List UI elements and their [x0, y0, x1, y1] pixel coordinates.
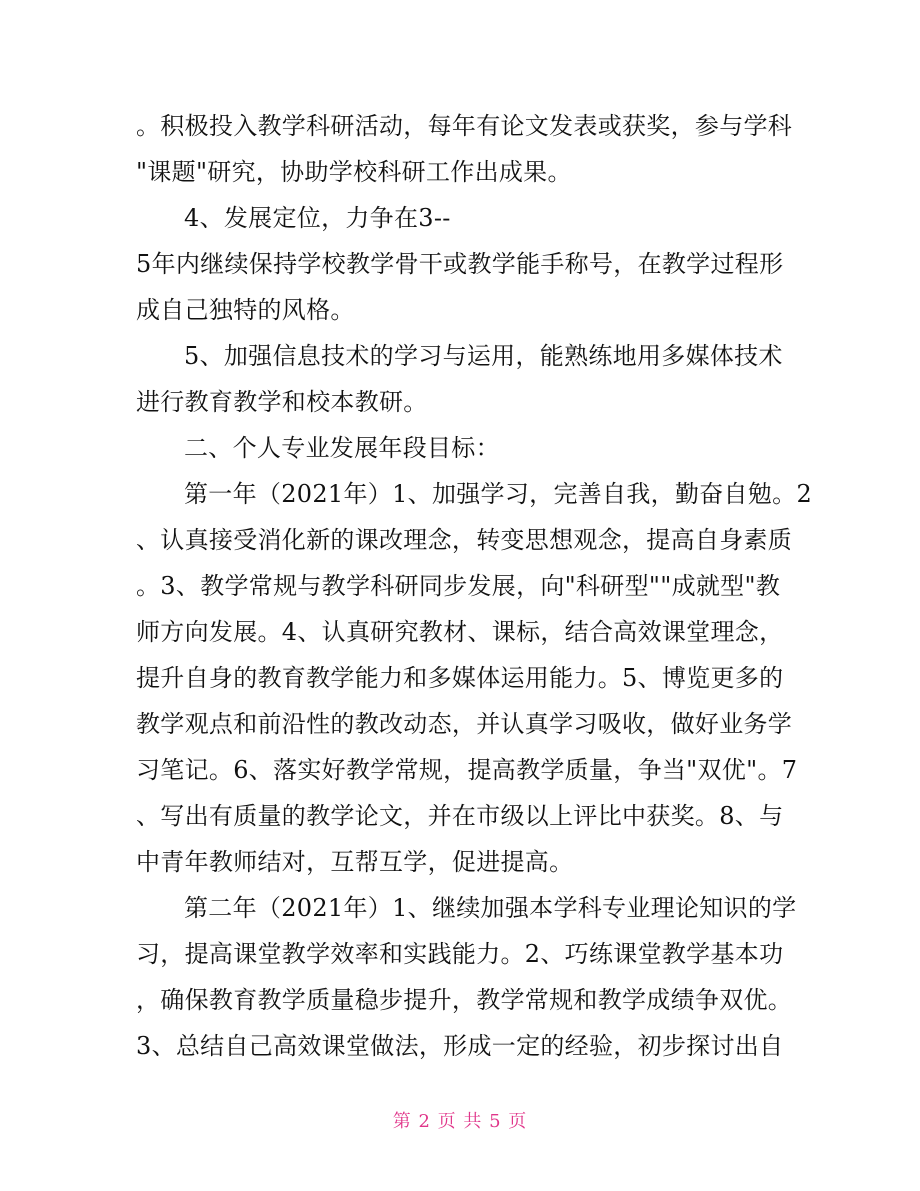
text-line: 师方向发展。4、认真研究教材、课标，结合高效课堂理念，	[136, 618, 784, 646]
text-line: 成自己独特的风格。	[136, 296, 355, 324]
text-line: 习笔记。6、落实好教学常规，提高教学质量，争当"双优"。7	[136, 756, 798, 784]
document-body	[136, 103, 813, 1069]
text-line: 、认真接受消化新的课改理念，转变思想观念，提高自身素质	[136, 526, 793, 554]
page-footer: 第 2 页 共 5 页	[392, 1111, 528, 1132]
text-line: 第一年（2021年）1、加强学习，完善自我，勤奋自勉。2	[184, 480, 813, 508]
text-line: ，确保教育教学质量稳步提升，教学常规和教学成绩争双优。	[136, 986, 793, 1014]
text-line: 第二年（2021年）1、继续加强本学科专业理论知识的学	[184, 894, 797, 922]
text-line: 3、总结自己高效课堂做法，形成一定的经验，初步探讨出自	[136, 1032, 784, 1060]
text-line: 5、加强信息技术的学习与运用，能熟练地用多媒体技术	[184, 342, 783, 370]
text-line: 5年内继续保持学校教学骨干或教学能手称号，在教学过程形	[136, 250, 784, 278]
text-line: 二、个人专业发展年段目标：	[184, 434, 500, 462]
text-line: 。积极投入教学科研活动，每年有论文发表或获奖，参与学科	[136, 112, 793, 140]
text-line: 、写出有质量的教学论文，并在市级以上评比中获奖。8、与	[136, 802, 784, 830]
text-line: 习，提高课堂教学效率和实践能力。2、巧练课堂教学基本功	[136, 940, 784, 968]
text-line: 教学观点和前沿性的教改动态，并认真学习吸收，做好业务学	[136, 710, 793, 738]
text-line: 进行教育教学和校本教研。	[136, 388, 428, 416]
text-line: 提升自身的教育教学能力和多媒体运用能力。5、博览更多的	[136, 664, 784, 692]
text-line: 4、发展定位，力争在3--	[184, 204, 451, 232]
text-line: 中青年教师结对，互帮互学，促进提高。	[136, 848, 574, 876]
text-line: 。3、教学常规与教学科研同步发展，向"科研型""成就型"教	[136, 572, 781, 600]
text-line: "课题"研究，协助学校科研工作出成果。	[136, 158, 572, 186]
